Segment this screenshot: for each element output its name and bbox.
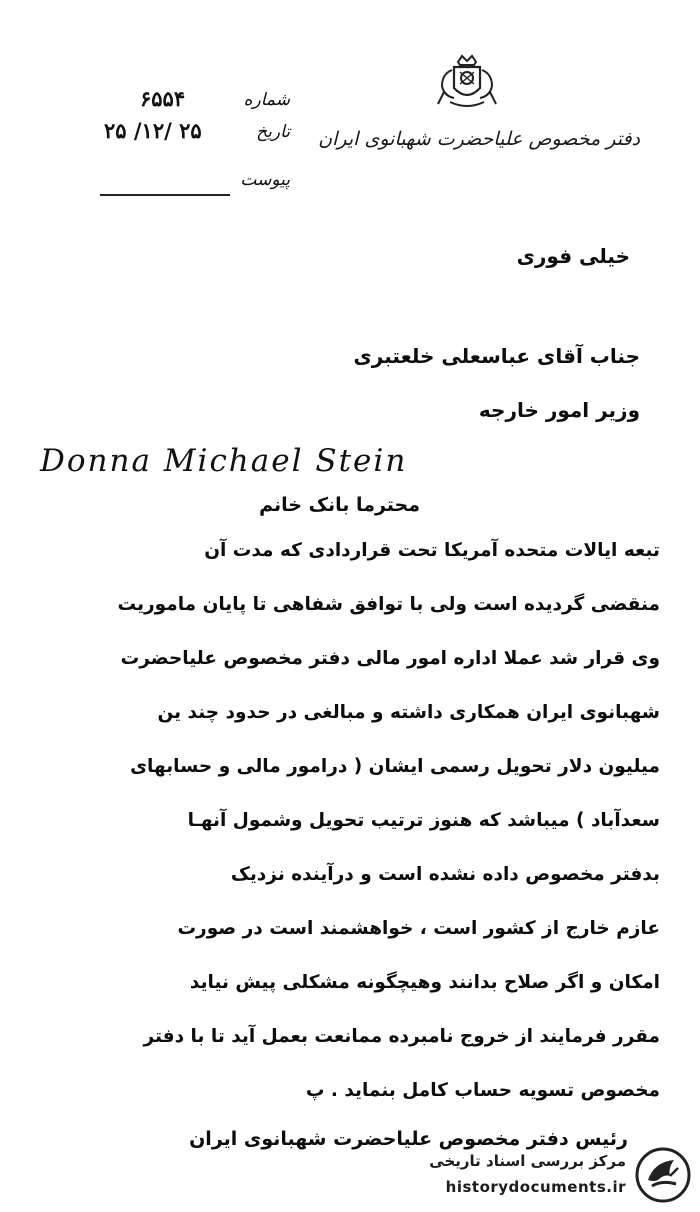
addressee: جناب آقای عباسعلی خلعتبری [353,344,640,368]
watermark-persian: مرکز بررسی اسناد تاریخی [429,1152,626,1170]
body-line: مقرر فرمایند از خروج نامبرده ممانعت بعمل آید تا با دفتر [143,1026,660,1047]
number-label: شماره [243,90,290,110]
body-line: مخصوص تسویه حساب کامل بنماید . پ [305,1080,660,1101]
attachment-label: پیوست [240,170,290,190]
body-line: سعدآباد ) میباشد که هنوز ترتیب تحویل وشمول آنهـا [187,810,660,831]
body-line: شهبانوی ایران همکاری داشته و مبالغی در حدود چند ین [157,702,660,723]
signature-line: رئیس دفتر مخصوص علیاحضرت شهبانوی ایران [189,1128,628,1150]
ministry-title: وزیر امور خارجه [478,398,640,422]
body-line: میلیون دلار تحویل رسمی ایشان ( درامور مالی و حسابهای [130,756,660,777]
handwritten-name: Donna Michael Stein [40,443,408,479]
date-value: ۲۵ /۱۲/ ۲۵ [104,118,202,143]
body-line: بدفتر مخصوص داده نشده است و درآینده نزدیک [230,864,660,885]
date-label: تاریخ [256,122,290,142]
body-line: عازم خارج از کشور است ، خواهشمند است در صورت [177,918,660,939]
meta-date-row [100,118,290,152]
attachment-blank-line [100,194,230,196]
archive-logo-icon [634,1146,692,1204]
meta-number-row [100,86,290,120]
number-value: ۶۵۵۴ [140,86,186,111]
salutation: محترما بانک خانم [259,494,420,516]
body-line: امکان و اگر صلاح بدانند وهیچگونه مشکلی پیش نیاید [189,972,660,993]
body-line: تبعه ایالات متحده آمریکا تحت قراردادی که مدت آن [204,540,660,561]
meta-attachment-row [100,166,290,200]
royal-emblem-icon [436,52,498,110]
urgency-note: خیلی فوری [516,244,630,268]
watermark [420,1142,696,1208]
body-line: وی قرار شد عملا اداره امور مالی دفتر مخصوص علیاحضرت [120,648,660,669]
watermark-domain: historydocuments.ir [445,1178,626,1196]
body-line: منقضی گردیده است ولی با توافق شفاهی تا پایان ماموریت [117,594,660,615]
office-name: دفتر مخصوص علیاحضرت شهبانوی ایران [318,128,640,150]
